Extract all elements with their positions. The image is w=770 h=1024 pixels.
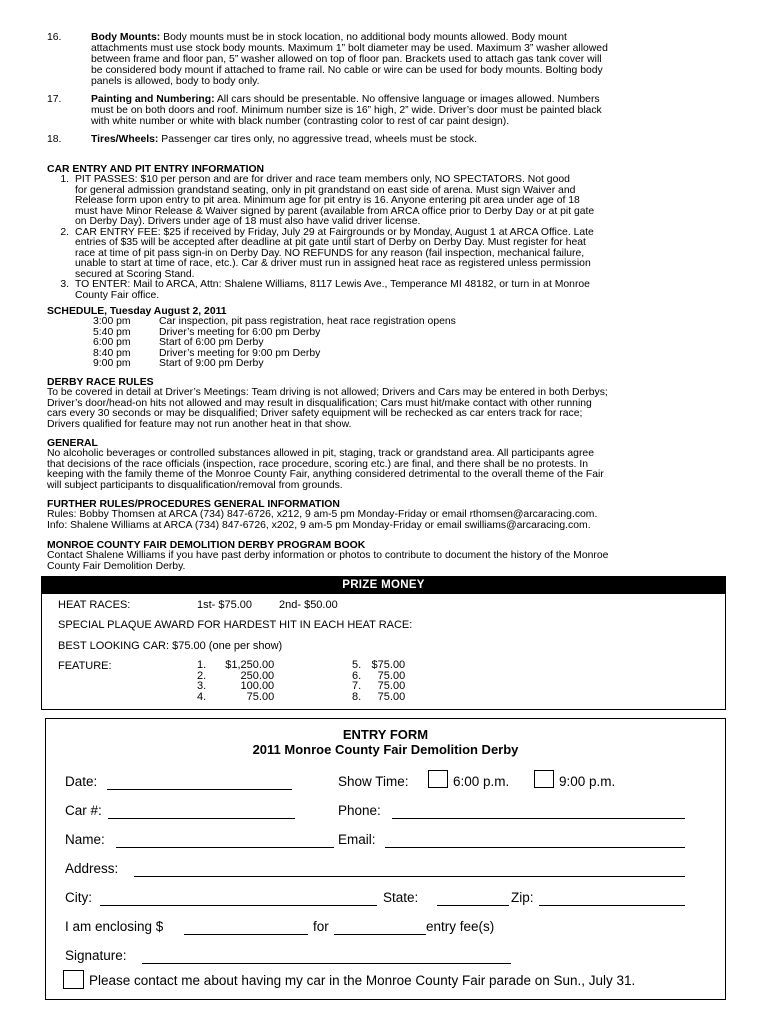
rule-text: attachments must use stock body mounts. Maximum 1” bolt diameter may be used. Maximum 3” washer allowed — [91, 42, 608, 54]
rule-text: with white number or white with black number (contrasting color to rest of car paint design). — [91, 115, 510, 127]
entry-form-title: ENTRY FORM — [342, 727, 429, 742]
show-time-6pm-checkbox[interactable] — [428, 770, 448, 788]
rule-16 — [47, 33, 737, 88]
place-number: 7. — [352, 680, 362, 692]
section-heading: GENERAL — [47, 438, 98, 449]
rule-title: Tires/Wheels: — [91, 134, 159, 145]
date-label: Date: — [65, 774, 98, 789]
address-label: Address: — [65, 861, 119, 876]
rule-text: Passenger car tires only, no aggressive tread, wheels must be stock. — [161, 134, 477, 145]
prize-amount: 75.00 — [377, 690, 406, 703]
schedule-time: 8:40 pm — [93, 347, 131, 359]
schedule-event: Start of 6:00 pm Derby — [159, 337, 264, 349]
feature-prizes-right — [352, 660, 405, 702]
paragraph-line: No alcoholic beverages or controlled substances allowed in pit, staging, track or grandstand area. All participants agree — [47, 448, 594, 459]
paragraph-line: that decisions of the race officials (inspection, race procedure, scoring etc.) are final, and there shall be no protests. In — [47, 458, 588, 470]
car-number-label: Car #: — [65, 803, 102, 818]
rule-title: Painting and Numbering: — [91, 94, 215, 105]
list-number: 1. — [60, 174, 69, 185]
section-heading: SCHEDULE, Tuesday August 2, 2011 — [47, 306, 227, 317]
rule-text: must be on both doors and roof. Minimum number size is 16” high, 2” wide. Driver’s door must be painted black — [91, 104, 602, 116]
for-label: for — [313, 919, 329, 934]
email-field[interactable] — [385, 832, 685, 848]
feature-prize-row — [352, 692, 405, 703]
city-label: City: — [65, 890, 92, 905]
prize-amount: 75.00 — [377, 669, 406, 682]
email-label: Email: — [338, 832, 376, 847]
phone-field[interactable] — [392, 803, 685, 819]
schedule-event: Driver’s meeting for 9:00 pm Derby — [159, 347, 321, 359]
parade-checkbox[interactable] — [63, 970, 84, 989]
enclosing-label: I am enclosing $ — [65, 919, 164, 934]
rule-number: 18. — [47, 134, 62, 145]
list-text: must have Minor Release & Waiver signed by parent (available from ARCA office prior to Derby Day or at pit gate — [75, 205, 595, 217]
list-text: Release form upon entry to pit area. Minimum age for pit entry is 16. Anyone entering pit area under age of 18 — [75, 195, 580, 206]
city-field[interactable] — [100, 890, 377, 906]
general-section — [47, 438, 747, 491]
paragraph-line: Drivers qualified for feature may not run another heat in that show. — [47, 418, 352, 430]
schedule-event: Car inspection, pit pass registration, heat race registration opens — [159, 316, 456, 327]
rule-text: be considered body mount if attached to frame rail. No cable or wire can be used for body mounts. Bolting body — [91, 64, 603, 76]
schedule-time: 6:00 pm — [93, 337, 131, 349]
rule-text: All cars should be presentable. No offensive language or images allowed. Numbers — [216, 94, 600, 105]
place-number: 4. — [197, 690, 207, 703]
paragraph-line: cars every 30 seconds or may be disqualified; Driver safety equipment will be rechecked as car enters track for race; — [47, 408, 583, 419]
feature-prize-row — [197, 660, 274, 671]
place-number: 3. — [197, 680, 207, 692]
schedule-time: 9:00 pm — [93, 358, 131, 370]
list-text: for general admission grandstand seating, only in pit grandstand on east side of arena. Must sign Waiver and — [75, 184, 576, 196]
place-number: 2. — [197, 669, 207, 682]
show-time-label: Show Time: — [338, 774, 409, 789]
list-text: TO ENTER: Mail to ARCA, Attn: Shalene Williams, 8117 Lewis Ave., Temperance MI 48182, or turn in at Monroe — [75, 279, 590, 290]
paragraph-line: Info: Shalene Williams at ARCA (734) 847-6726, x202, 9 am-5 pm Monday-Friday or email swilliams@arcaracing.com. — [47, 519, 591, 531]
heat-second-prize: 2nd- $50.00 — [279, 599, 338, 611]
prize-amount: $1,250.00 — [225, 659, 275, 671]
signature-label: Signature: — [65, 948, 127, 963]
schedule-event: Driver’s meeting for 6:00 pm Derby — [159, 326, 321, 338]
paragraph-line: will subject participants to disqualification/removal from grounds. — [47, 479, 343, 491]
rule-18 — [47, 135, 737, 146]
list-number: 2. — [60, 226, 69, 238]
feature-prize-row — [197, 681, 274, 692]
list-text: on Derby Day). Drivers under age of 18 must also have valid driver license. — [75, 216, 421, 227]
schedule-time: 3:00 pm — [93, 316, 131, 327]
state-label: State: — [383, 890, 419, 905]
best-looking-car: BEST LOOKING CAR: $75.00 (one per show) — [58, 640, 283, 652]
section-heading: FURTHER RULES/PROCEDURES GENERAL INFORMATION — [47, 499, 340, 510]
plaque-award: SPECIAL PLAQUE AWARD FOR HARDEST HIT IN EACH HEAT RACE: — [58, 619, 413, 631]
list-text: unable to start at time of race, etc.). Car & driver must run in assigned heat race as registered unless permission — [75, 258, 591, 269]
program-book-section — [47, 540, 747, 572]
rule-17 — [47, 95, 737, 128]
zip-label: Zip: — [511, 890, 534, 905]
prize-amount: $75.00 — [371, 659, 406, 671]
show-time-9pm-label: 9:00 p.m. — [559, 774, 616, 789]
place-number: 6. — [352, 669, 362, 682]
paragraph-line: To be covered in detail at Driver’s Meetings: Team driving is not allowed; Drivers and Cars may be entered in both Derbys; — [47, 387, 608, 398]
address-field[interactable] — [134, 861, 685, 877]
fee-count-field[interactable] — [334, 919, 426, 935]
schedule-row — [47, 338, 737, 349]
paragraph-line: Rules: Bobby Thomsen at ARCA (734) 847-6726, x212, 9 am-5 pm Monday-Friday or email rthomsen@arcaracing.com. — [47, 509, 598, 520]
entry-form-box — [45, 718, 726, 1000]
state-field[interactable] — [437, 890, 509, 906]
further-rules-section — [47, 499, 747, 531]
prize-money-header: PRIZE MONEY — [42, 577, 725, 594]
list-text: entries of $35 will be accepted after deadline at pit gate until start of Derby on Derby Day. Must register for heat — [75, 237, 586, 248]
section-heading: CAR ENTRY AND PIT ENTRY INFORMATION — [47, 164, 265, 175]
rule-text: between frame and floor pan, 5” washer allowed on top of floor pan. Brackets used to attach gas tank cover will — [91, 53, 602, 65]
schedule-time: 5:40 pm — [93, 326, 131, 338]
zip-field[interactable] — [539, 890, 685, 906]
feature-prizes-left — [197, 660, 274, 702]
date-field[interactable] — [107, 774, 292, 790]
schedule-section — [47, 306, 737, 370]
name-field[interactable] — [116, 832, 334, 848]
amount-field[interactable] — [184, 919, 308, 935]
derby-rules-section — [47, 377, 747, 430]
schedule-row — [47, 349, 737, 360]
parade-label: Please contact me about having my car in the Monroe County Fair parade on Sun., July 31. — [89, 973, 636, 988]
heat-races-label: HEAT RACES: — [58, 599, 131, 611]
list-text: PIT PASSES: $10 per person and are for driver and race team members only, NO SPECTATORS. Not good — [75, 174, 570, 185]
show-time-6pm-label: 6:00 p.m. — [453, 774, 510, 789]
schedule-row — [47, 359, 737, 370]
rule-number: 17. — [47, 94, 62, 105]
car-entry-section — [47, 164, 737, 301]
feature-prize-row — [197, 692, 274, 703]
prize-amount: 250.00 — [240, 669, 275, 682]
place-number: 1. — [197, 659, 207, 671]
list-text: County Fair office. — [75, 289, 160, 301]
prize-money-box — [41, 576, 726, 710]
section-heading: MONROE COUNTY FAIR DEMOLITION DERBY PROGRAM BOOK — [47, 540, 366, 551]
rule-text: Body mounts must be in stock location, no additional body mounts allowed. Body mount — [163, 32, 567, 43]
rule-text: panels is allowed, body to body only. — [91, 75, 260, 87]
list-text: secured at Scoring Stand. — [75, 268, 195, 280]
signature-field[interactable] — [142, 948, 511, 964]
feature-label: FEATURE: — [58, 660, 112, 672]
section-heading: DERBY RACE RULES — [47, 377, 154, 388]
car-number-field[interactable] — [108, 803, 295, 819]
prize-amount: 75.00 — [377, 680, 406, 692]
place-number: 8. — [352, 690, 362, 703]
prize-amount: 100.00 — [240, 680, 275, 692]
list-text: CAR ENTRY FEE: $25 if received by Friday, July 29 at Fairgrounds or by Monday, August 1 at ARCA Office. Late — [75, 226, 594, 238]
phone-label: Phone: — [338, 803, 381, 818]
paragraph-line: Contact Shalene Williams if you have past derby information or photos to contribute to document the history of the Monroe — [47, 550, 609, 561]
name-label: Name: — [65, 832, 105, 847]
show-time-9pm-checkbox[interactable] — [534, 770, 554, 788]
schedule-row — [47, 328, 737, 339]
list-text: race at time of pit pass sign-in on Derby Day. NO REFUNDS for any reason (fail inspection, mechanical failure, — [75, 247, 585, 259]
prize-amount: 75.00 — [246, 690, 275, 703]
list-number: 3. — [60, 279, 69, 290]
heat-first-prize: 1st- $75.00 — [197, 599, 253, 611]
schedule-row — [47, 317, 737, 328]
rule-number: 16. — [47, 32, 62, 43]
rule-title: Body Mounts: — [91, 32, 161, 43]
paragraph-line: County Fair Demolition Derby. — [47, 560, 186, 572]
entry-form-subtitle: 2011 Monroe County Fair Demolition Derby — [252, 742, 519, 757]
paragraph-line: Driver’s door/head-on hits not allowed and may result in disqualification; Cars must hit/make contact with other running — [47, 397, 592, 409]
entry-fee-label: entry fee(s) — [426, 919, 495, 934]
place-number: 5. — [352, 659, 362, 671]
paragraph-line: keeping with the family theme of the Monroe County Fair, anything considered detrimental to the overall theme of the Fair — [47, 469, 604, 480]
schedule-event: Start of 9:00 pm Derby — [159, 358, 264, 370]
